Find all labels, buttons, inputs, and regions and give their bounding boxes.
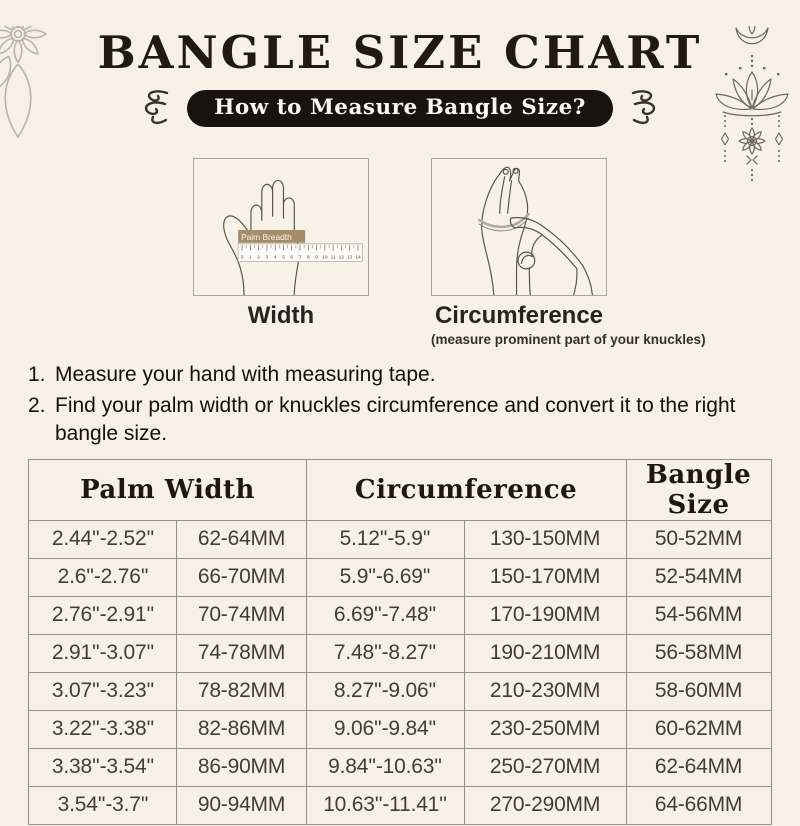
circumference-note: (measure prominent part of your knuckles) xyxy=(431,331,706,347)
cell-circ-mm: 230-250MM xyxy=(464,710,626,748)
cell-palm-in: 2.44''-2.52'' xyxy=(29,520,177,558)
width-illustration-box xyxy=(193,158,369,296)
cell-bangle-size: 62-64MM xyxy=(626,748,771,786)
cell-circ-mm: 170-190MM xyxy=(464,596,626,634)
page-title: BANGLE SIZE CHART xyxy=(97,26,703,79)
cell-bangle-size: 54-56MM xyxy=(626,596,771,634)
illustration-row xyxy=(0,158,800,296)
header-bangle-size: Bangle Size xyxy=(626,459,771,520)
cell-palm-in: 3.22''-3.38'' xyxy=(29,710,177,748)
svg-text:4: 4 xyxy=(273,255,277,261)
table-row xyxy=(29,748,771,786)
svg-text:5: 5 xyxy=(282,255,285,261)
cell-palm-mm: 74-78MM xyxy=(177,634,306,672)
header-circumference: Circumference xyxy=(306,459,626,520)
cell-circ-mm: 150-170MM xyxy=(464,558,626,596)
instructions xyxy=(28,361,746,448)
cell-palm-mm: 90-94MM xyxy=(177,786,306,824)
cell-palm-mm: 78-82MM xyxy=(177,672,306,710)
cell-circ-in: 5.12''-5.9'' xyxy=(306,520,464,558)
table-row xyxy=(29,786,771,824)
svg-text:0: 0 xyxy=(240,255,244,261)
cell-circ-in: 10.63''-11.41'' xyxy=(306,786,464,824)
svg-text:8: 8 xyxy=(306,255,310,261)
cell-bangle-size: 64-66MM xyxy=(626,786,771,824)
cell-palm-mm: 62-64MM xyxy=(177,520,306,558)
illustration-labels xyxy=(0,302,800,347)
table-header-row xyxy=(29,459,771,520)
svg-text:14: 14 xyxy=(355,255,361,261)
cell-bangle-size: 60-62MM xyxy=(626,710,771,748)
cell-circ-in: 7.48''-8.27'' xyxy=(306,634,464,672)
ruler-icon xyxy=(238,244,362,262)
table-row xyxy=(29,634,771,672)
svg-text:9: 9 xyxy=(315,255,318,261)
palm-breadth-label xyxy=(238,230,305,243)
svg-text:3: 3 xyxy=(265,255,269,261)
cell-palm-mm: 66-70MM xyxy=(177,558,306,596)
cell-circ-in: 9.84''-10.63'' xyxy=(306,748,464,786)
cell-palm-in: 2.6''-2.76'' xyxy=(29,558,177,596)
cell-palm-mm: 82-86MM xyxy=(177,710,306,748)
header-palm-width: Palm Width xyxy=(29,459,306,520)
svg-text:7: 7 xyxy=(298,255,302,261)
table-row xyxy=(29,558,771,596)
cell-palm-mm: 70-74MM xyxy=(177,596,306,634)
cell-circ-in: 6.69''-7.48'' xyxy=(306,596,464,634)
cell-circ-in: 5.9''-6.69'' xyxy=(306,558,464,596)
cell-bangle-size: 50-52MM xyxy=(626,520,771,558)
svg-text:6: 6 xyxy=(290,255,294,261)
cell-circ-mm: 190-210MM xyxy=(464,634,626,672)
cell-palm-mm: 86-90MM xyxy=(177,748,306,786)
cell-palm-in: 3.07''-3.23'' xyxy=(29,672,177,710)
svg-text:Palm Breadth: Palm Breadth xyxy=(241,231,292,242)
svg-text:12: 12 xyxy=(338,255,345,261)
svg-text:1: 1 xyxy=(248,255,252,261)
swirl-left-icon xyxy=(141,88,171,128)
cell-circ-mm: 210-230MM xyxy=(464,672,626,710)
instruction-step-1 xyxy=(28,361,746,389)
step-1-number: 1. xyxy=(28,362,46,386)
table-row xyxy=(29,596,771,634)
cell-circ-mm: 270-290MM xyxy=(464,786,626,824)
cell-bangle-size: 58-60MM xyxy=(626,672,771,710)
width-label: Width xyxy=(247,302,315,329)
svg-text:13: 13 xyxy=(346,255,353,261)
cell-circ-mm: 250-270MM xyxy=(464,748,626,786)
cell-palm-in: 3.38''-3.54'' xyxy=(29,748,177,786)
circumference-illustration-box xyxy=(431,158,607,296)
cell-palm-in: 2.76''-2.91'' xyxy=(29,596,177,634)
circumference-label: Circumference xyxy=(434,302,604,329)
cell-circ-in: 9.06''-9.84'' xyxy=(306,710,464,748)
cell-bangle-size: 56-58MM xyxy=(626,634,771,672)
how-to-measure-badge: How to Measure Bangle Size? xyxy=(187,90,613,127)
cell-circ-mm: 130-150MM xyxy=(464,520,626,558)
svg-text:10: 10 xyxy=(322,255,328,261)
svg-text:11: 11 xyxy=(330,255,336,261)
table-row xyxy=(29,520,771,558)
cell-bangle-size: 52-54MM xyxy=(626,558,771,596)
hand-circumference-illustration xyxy=(432,159,606,295)
instruction-step-2 xyxy=(28,392,746,448)
table-row xyxy=(29,672,771,710)
cell-palm-in: 3.54''-3.7'' xyxy=(29,786,177,824)
cell-circ-in: 8.27''-9.06'' xyxy=(306,672,464,710)
bangle-size-table xyxy=(28,459,771,825)
table-row xyxy=(29,710,771,748)
svg-text:2: 2 xyxy=(257,255,260,261)
hand-width-illustration xyxy=(194,159,368,295)
step-2-number: 2. xyxy=(28,393,46,417)
step-2-text: Find your palm width or knuckles circumference and convert it to the right bangle size. xyxy=(55,393,736,445)
cell-palm-in: 2.91''-3.07'' xyxy=(29,634,177,672)
swirl-right-icon xyxy=(629,88,659,128)
step-1-text: Measure your hand with measuring tape. xyxy=(55,362,436,386)
badge-row xyxy=(0,88,800,128)
